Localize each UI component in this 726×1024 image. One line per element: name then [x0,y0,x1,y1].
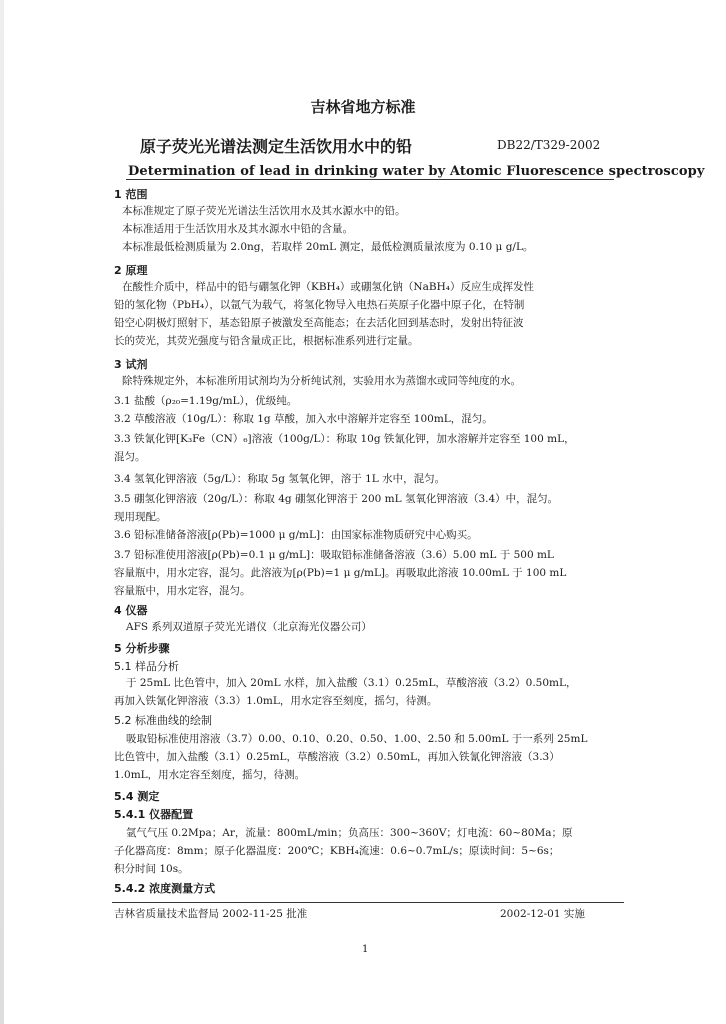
clause-3-6: 3.6 铅标准储备溶液[ρ(Pb)=1000 μ g/mL]：由国家标准物质研究中心购买。 [114,529,478,541]
clause-3-7-cont: 容量瓶中，用水定容，混匀。此溶液为[ρ(Pb)=1 μ g/mL]。再吸取此溶液 10.00mL 于 100 mL [114,567,567,579]
clause-5-4-2-heading: 5.4.2 浓度测量方式 [114,882,216,895]
clause-5-2-line: 吸取铅标准使用溶液（3.7）0.00、0.10、0.20、0.50、1.00、2.50 和 5.00mL 于一系列 25mL [126,733,588,745]
approval-date: 吉林省质量技术监督局 2002-11-25 批准 [114,908,308,920]
clause-3-4: 3.4 氢氧化钾溶液（5g/L）：称取 5g 氢氧化钾，溶于 1L 水中，混匀。 [114,473,446,485]
document-title: 原子荧光光谱法测定生活饮用水中的铅 [140,137,413,156]
section-5-heading: 5 分析步骤 [114,642,170,655]
scan-edge [0,0,4,1024]
section-1-paragraph: 本标准最低检测质量为 2.0ng，若取样 20mL 测定，最低检测质量浓度为 0.10 μ g/L。 [122,241,534,253]
section-2-line: 铅的氢化物（PbH₄），以氩气为载气，将氢化物导入电热石英原子化器中原子化，在特制 [114,299,525,311]
clause-3-3: 3.3 铁氰化钾[K₃Fe（CN）₆]溶液（100g/L）：称取 10g 铁氰化钾，加水溶解并定容至 100 mL， [114,433,575,445]
section-2-heading: 2 原理 [114,264,148,277]
issuing-organization: 吉林省地方标准 [310,98,416,116]
clause-5-2-line: 1.0mL，用水定容至刻度，摇匀，待测。 [114,769,306,781]
clause-5-4-1-line: 积分时间 10s。 [114,863,189,875]
section-1-heading: 1 范围 [114,188,148,201]
section-3-intro: 除特殊规定外，本标准所用试剂均为分析纯试剂，实验用水为蒸馏水或同等纯度的水。 [122,375,521,387]
title-underline [126,179,614,180]
page-number: 1 [362,944,369,955]
clause-3-7: 3.7 铅标准使用溶液[ρ(Pb)=0.1 μ g/mL]：吸取铅标准储备溶液（3.6）5.00 mL 于 500 mL [114,549,554,561]
clause-5-1-heading: 5.1 样品分析 [114,660,179,673]
clause-5-2-heading: 5.2 标准曲线的绘制 [114,714,212,727]
clause-3-1: 3.1 盐酸（ρ₂₀=1.19g/mL），优级纯。 [114,395,298,407]
section-1-paragraph: 本标准规定了原子荧光光谱法生活饮用水及其水源水中的铅。 [122,205,406,217]
standard-code: DB22/T329-2002 [497,138,601,152]
section-1-paragraph: 本标准适用于生活饮用水及其水源水中铅的含量。 [122,223,353,235]
section-2-line: 在酸性介质中，样品中的铅与硼氢化钾（KBH₄）或硼氢化钠（NaBH₄）反应生成挥发性 [122,281,534,293]
section-2-line: 铅空心阴极灯照射下，基态铅原子被激发至高能态；在去活化回到基态时，发射出特征波 [114,317,524,329]
clause-5-1-line: 再加入铁氰化钾溶液（3.3）1.0mL，用水定容至刻度，摇匀，待测。 [114,695,438,707]
instrument-line: AFS 系列双道原子荧光光谱仪（北京海光仪器公司） [126,621,372,633]
clause-3-3-cont: 混匀。 [114,451,146,463]
implementation-date: 2002-12-01 实施 [500,908,585,920]
clause-5-2-line: 比色管中，加入盐酸（3.1）0.25mL，草酸溶液（3.2）0.50mL，再加入铁氰化钾溶液（3.3） [114,751,560,763]
clause-3-5: 3.5 硼氢化钾溶液（20g/L）：称取 4g 硼氢化钾溶于 200 mL 氢氧化钾溶液（3.4）中，混匀。 [114,493,559,505]
clause-5-4-1-line: 氩气气压 0.2Mpa；Ar，流量：800mL/min；负高压：300~360V；灯电流：60~80Ma；原 [126,827,573,839]
clause-3-2: 3.2 草酸溶液（10g/L）：称取 1g 草酸，加入水中溶解并定容至 100mL，混匀。 [114,413,493,425]
english-title: Determination of lead in drinking water by Atomic Fluorescence spectroscopy [128,164,705,179]
section-3-heading: 3 试剂 [114,358,148,371]
section-2-line: 长的荧光，其荧光强度与铅含量成正比，根据标准系列进行定量。 [114,335,419,347]
clause-5-4-1-line: 子化器高度：8mm；原子化器温度：200℃；KBH₄流速：0.6~0.7mL/s；原读时间：5~6s； [114,845,560,857]
clause-5-4-1-heading: 5.4.1 仪器配置 [114,808,194,821]
section-4-heading: 4 仪器 [114,604,148,617]
clause-5-4-heading: 5.4 测定 [114,790,160,803]
footer-rule [112,902,624,903]
clause-3-7-cont: 容量瓶中，用水定容，混匀。 [114,585,251,597]
clause-3-5-cont: 现用现配。 [114,511,167,523]
clause-5-1-line: 于 25mL 比色管中，加入 20mL 水样，加入盐酸（3.1）0.25mL，草酸溶液（3.2）0.50mL， [126,677,577,689]
